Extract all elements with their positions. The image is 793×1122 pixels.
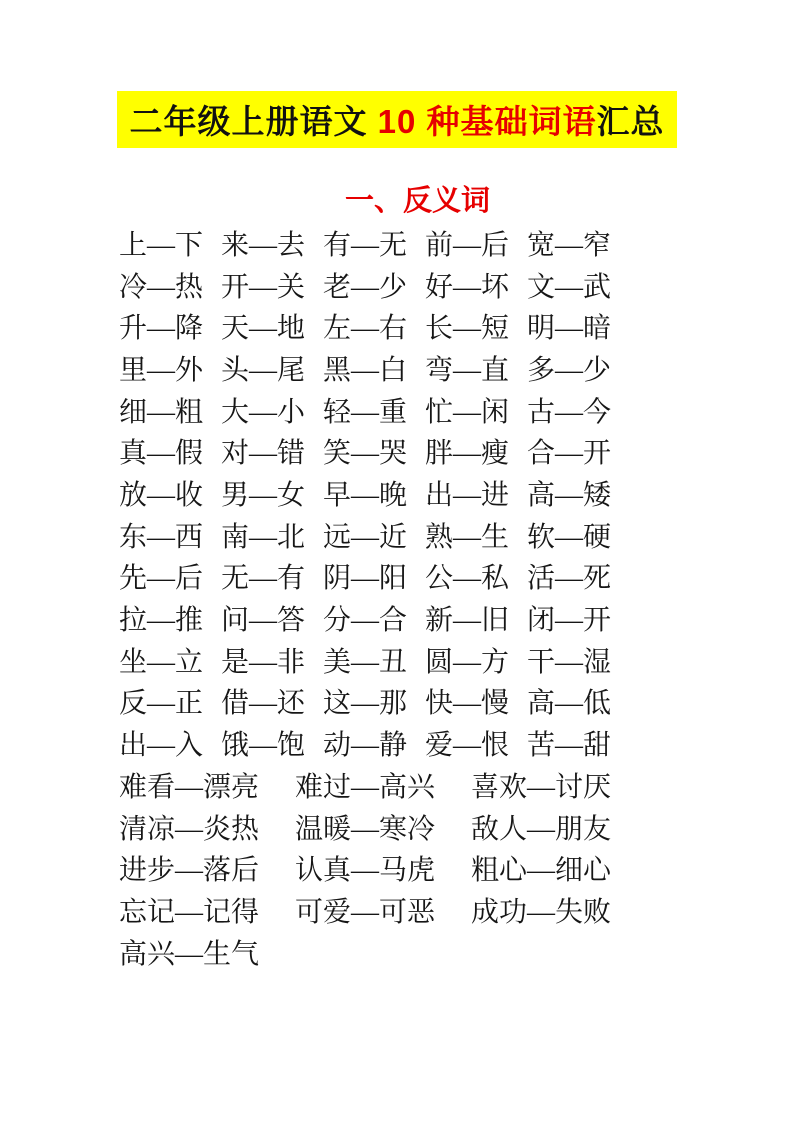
antonym-pair: 可爱—可恶 (295, 896, 436, 928)
antonym-pair: 冷—热 (119, 271, 204, 303)
antonym-pair: 轻—重 (323, 396, 408, 428)
antonym-pair: 里—外 (119, 354, 204, 386)
antonym-pair: 清凉—炎热 (119, 813, 260, 845)
antonym-pair: 前—后 (425, 229, 510, 261)
antonym-pair: 活—死 (527, 563, 612, 595)
antonym-pair: 开—关 (221, 271, 306, 303)
antonym-pair: 先—后 (119, 563, 204, 595)
antonym-pair: 文—武 (527, 271, 612, 303)
antonym-pair: 真—假 (119, 438, 204, 470)
antonym-pair: 无—有 (221, 563, 306, 595)
antonym-pair: 喜欢—讨厌 (471, 771, 612, 803)
antonym-pair: 这—那 (323, 688, 408, 720)
antonym-pair: 分—合 (323, 605, 408, 637)
antonym-pair: 古—今 (527, 396, 612, 428)
antonym-pair: 好—坏 (425, 271, 510, 303)
antonym-pair: 干—湿 (527, 646, 612, 678)
antonym-pair: 笑—哭 (323, 438, 408, 470)
antonym-pair: 左—右 (323, 313, 408, 345)
antonym-pair: 问—答 (221, 605, 306, 637)
title-part-1: 二年级上册语文 (129, 103, 378, 140)
antonym-pair: 反—正 (119, 688, 204, 720)
antonym-pair: 宽—窄 (527, 229, 612, 261)
antonym-pair: 南—北 (221, 521, 306, 553)
antonym-pair: 阴—阳 (323, 563, 408, 595)
antonym-pair: 粗心—细心 (471, 855, 612, 887)
antonym-grid-single-char (119, 225, 611, 767)
antonym-pair: 认真—马虎 (295, 855, 436, 887)
antonym-pair: 高—矮 (527, 479, 612, 511)
antonym-pair: 明—暗 (527, 313, 612, 345)
antonym-pair: 高兴—生气 (119, 938, 260, 970)
antonym-pair: 出—入 (119, 730, 204, 762)
antonym-pair: 敌人—朋友 (471, 813, 612, 845)
antonym-pair: 合—开 (527, 438, 612, 470)
antonym-pair: 大—小 (221, 396, 306, 428)
antonym-pair: 对—错 (221, 438, 306, 470)
antonym-pair: 拉—推 (119, 605, 204, 637)
antonym-pair: 放—收 (119, 479, 204, 511)
antonym-pair: 饿—饱 (221, 730, 306, 762)
antonym-pair: 升—降 (119, 313, 204, 345)
antonym-pair: 细—粗 (119, 396, 204, 428)
antonym-pair: 出—进 (425, 479, 510, 511)
antonym-pair: 美—丑 (323, 646, 408, 678)
antonym-pair: 弯—直 (425, 354, 510, 386)
section-heading-antonyms: 一、反义词 (344, 185, 490, 217)
antonym-pair: 借—还 (221, 688, 306, 720)
title-part-2: 汇总 (596, 103, 665, 140)
antonym-pair: 软—硬 (527, 521, 612, 553)
antonym-pair: 长—短 (425, 313, 510, 345)
antonym-pair: 圆—方 (425, 646, 510, 678)
antonym-grid-two-char (119, 767, 623, 975)
antonym-pair: 上—下 (119, 229, 204, 261)
antonym-pair: 忙—闲 (425, 396, 510, 428)
antonym-pair: 远—近 (323, 521, 408, 553)
antonym-pair: 来—去 (221, 229, 306, 261)
antonym-pair: 老—少 (323, 271, 408, 303)
antonym-pair: 快—慢 (425, 688, 510, 720)
antonym-pair: 苦—甜 (527, 730, 612, 762)
antonym-pair: 忘记—记得 (119, 896, 260, 928)
antonym-pair: 熟—生 (425, 521, 510, 553)
antonym-pair: 头—尾 (221, 354, 306, 386)
antonym-pair: 难看—漂亮 (119, 771, 260, 803)
antonym-pair: 公—私 (425, 563, 510, 595)
antonym-pair: 东—西 (119, 521, 204, 553)
antonym-pair: 动—静 (323, 730, 408, 762)
antonym-pair: 有—无 (323, 229, 408, 261)
antonym-pair: 成功—失败 (471, 896, 612, 928)
title-highlight-red: 10 种基础词语 (377, 103, 597, 140)
antonym-pair: 男—女 (221, 479, 306, 511)
page-title (117, 91, 677, 148)
antonym-pair: 高—低 (527, 688, 612, 720)
antonym-pair: 坐—立 (119, 646, 204, 678)
antonym-pair: 温暖—寒冷 (295, 813, 436, 845)
antonym-pair: 多—少 (527, 354, 612, 386)
antonym-pair: 胖—瘦 (425, 438, 510, 470)
antonym-pair: 新—旧 (425, 605, 510, 637)
antonym-pair: 早—晚 (323, 479, 408, 511)
antonym-pair: 天—地 (221, 313, 306, 345)
antonym-pair: 是—非 (221, 646, 306, 678)
antonym-pair: 黑—白 (323, 354, 408, 386)
antonym-pair: 闭—开 (527, 605, 612, 637)
antonym-pair: 难过—高兴 (295, 771, 436, 803)
antonym-pair: 进步—落后 (119, 855, 260, 887)
antonym-pair: 爱—恨 (425, 730, 510, 762)
